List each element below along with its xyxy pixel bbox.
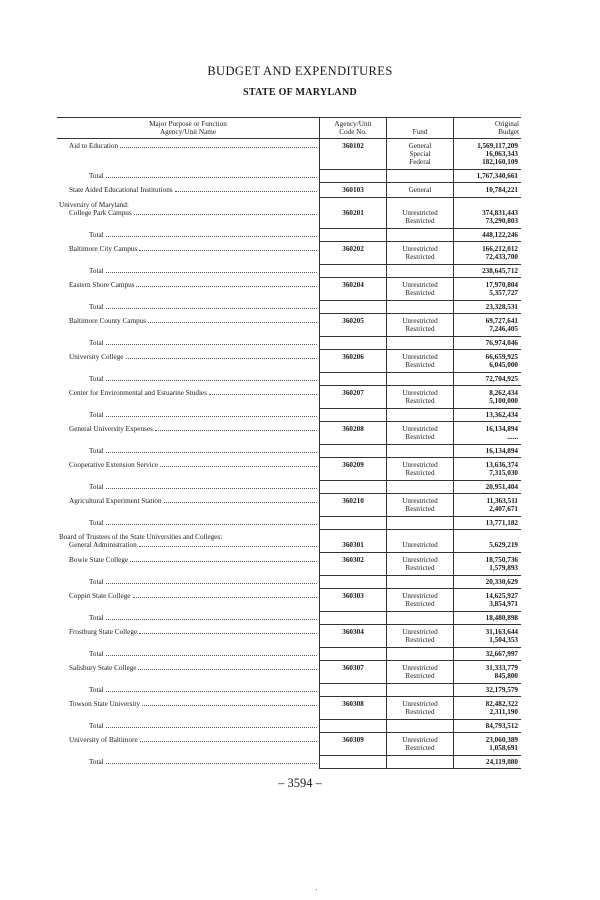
agency-name-leader <box>59 592 317 600</box>
fund-type: Restricted <box>405 672 435 680</box>
fund-type: Restricted <box>405 708 435 716</box>
total-row <box>57 373 521 386</box>
fund-type: Restricted <box>405 505 435 513</box>
dot-leader <box>209 394 317 395</box>
agency-name-leader <box>59 209 317 217</box>
agency-name-leader <box>59 317 317 325</box>
fund-type: Federal <box>409 158 431 166</box>
agency-name: Salisbury State College <box>69 663 137 672</box>
agency-name-leader <box>59 664 317 672</box>
budget-amount: ...... <box>507 433 518 441</box>
total-row <box>57 517 521 530</box>
agency-name: University College <box>69 352 124 361</box>
table-row <box>57 183 521 198</box>
fund-type: Restricted <box>405 397 435 405</box>
total-amount: 448,122,246 <box>482 231 518 239</box>
dot-leader <box>106 691 317 692</box>
total-row <box>57 229 521 242</box>
agency-code: 360103 <box>342 186 364 194</box>
agency-name-leader <box>59 628 317 636</box>
total-label: Total <box>89 266 104 275</box>
dot-leader <box>106 583 317 584</box>
table-row <box>57 625 521 648</box>
budget-amount: 14,625,927 <box>485 592 518 600</box>
fund-type: Restricted <box>405 361 435 369</box>
total-label: Total <box>89 577 104 586</box>
dot-leader <box>164 502 317 503</box>
total-row <box>57 720 521 733</box>
budget-amount: 10,784,221 <box>485 186 518 194</box>
dot-leader <box>138 669 317 670</box>
agency-code: 360209 <box>342 461 364 469</box>
total-row <box>57 481 521 494</box>
total-amount: 84,793,512 <box>485 722 518 730</box>
agency-code: 360205 <box>342 317 364 325</box>
fund-type: Unrestricted <box>402 592 438 600</box>
total-row <box>57 301 521 314</box>
dot-leader <box>106 380 317 381</box>
budget-amount: 72,433,700 <box>485 253 518 261</box>
total-label: Total <box>89 482 104 491</box>
total-amount: 23,328,531 <box>485 303 518 311</box>
dot-leader <box>139 633 317 634</box>
budget-amount: 17,970,804 <box>485 281 518 289</box>
total-row <box>57 170 521 183</box>
dot-leader <box>106 452 317 453</box>
agency-code: 360210 <box>342 497 364 505</box>
fund-type: Unrestricted <box>402 317 438 325</box>
fund-type: Restricted <box>405 600 435 608</box>
agency-name: Eastern Shore Campus <box>69 280 135 289</box>
fund-type: Unrestricted <box>402 281 438 289</box>
group-heading: Board of Trustees of the State Universities and Colleges: <box>59 532 223 541</box>
dot-leader <box>106 524 317 525</box>
total-row <box>57 648 521 661</box>
table-row <box>57 661 521 684</box>
page-title: BUDGET AND EXPENDITURES <box>207 64 393 78</box>
total-row <box>57 445 521 458</box>
dot-leader <box>126 358 318 359</box>
total-amount: 72,704,925 <box>485 375 518 383</box>
budget-amount: 16,063,343 <box>485 150 518 158</box>
budget-amount: 1,569,117,209 <box>477 142 518 150</box>
total-amount: 76,974,046 <box>485 339 518 347</box>
dot-leader <box>142 705 317 706</box>
agency-name: Aid to Education <box>69 142 119 150</box>
dot-leader <box>106 236 317 237</box>
dot-leader <box>106 308 317 309</box>
total-amount: 20,951,404 <box>485 483 518 491</box>
table-row <box>57 278 521 301</box>
fund-type: Unrestricted <box>402 389 438 397</box>
agency-name: Cooperative Extension Service <box>69 460 159 469</box>
agency-code: 360207 <box>342 389 364 397</box>
total-label: Total <box>89 446 104 455</box>
total-row <box>57 756 521 769</box>
agency-name: Coppin State College <box>69 591 131 600</box>
total-label: Total <box>89 171 104 180</box>
fund-type: Restricted <box>405 253 435 261</box>
fund-type: Unrestricted <box>402 209 438 217</box>
budget-amount: 6,045,000 <box>489 361 518 369</box>
table-row <box>57 242 521 265</box>
fund-type: General <box>408 186 432 194</box>
budget-amount: 23,060,389 <box>485 736 518 744</box>
dot-leader <box>106 272 317 273</box>
total-row <box>57 337 521 350</box>
table-row <box>57 553 521 576</box>
table-row <box>57 139 521 170</box>
agency-code: 360301 <box>342 541 364 549</box>
fund-type: Unrestricted <box>402 245 438 253</box>
agency-name-leader <box>59 556 317 564</box>
budget-amount: 7,315,030 <box>489 469 518 477</box>
fund-type: Unrestricted <box>402 461 438 469</box>
fund-type: Unrestricted <box>402 425 438 433</box>
agency-name-leader <box>59 142 317 150</box>
agency-code: 360303 <box>342 592 364 600</box>
budget-amount: 5,357,727 <box>489 289 518 297</box>
dot-leader <box>120 147 317 148</box>
agency-name-leader <box>59 389 317 397</box>
fund-type: Restricted <box>405 636 435 644</box>
table-row <box>57 458 521 481</box>
budget-amount: 66,659,925 <box>485 353 518 361</box>
total-label: Total <box>89 649 104 658</box>
agency-code: 360208 <box>342 425 364 433</box>
budget-amount: 5,629,219 <box>489 541 518 549</box>
budget-amount: 2,407,671 <box>489 505 518 513</box>
agency-name: Baltimore City Campus <box>69 244 138 253</box>
agency-code: 360204 <box>342 281 364 289</box>
budget-amount: 69,727,641 <box>485 317 518 325</box>
budget-amount: 31,163,644 <box>485 628 518 636</box>
agency-name: University of Baltimore <box>69 735 138 744</box>
agency-name: Towson State University <box>69 699 140 708</box>
total-amount: 238,645,712 <box>482 267 518 275</box>
agency-name-leader <box>59 541 317 549</box>
fund-type: Unrestricted <box>402 497 438 505</box>
dot-leader <box>106 416 317 417</box>
total-amount: 1,767,340,661 <box>476 172 518 180</box>
total-label: Total <box>89 518 104 527</box>
agency-code: 360206 <box>342 353 364 361</box>
fund-type: Unrestricted <box>402 353 438 361</box>
dot-leader <box>106 619 317 620</box>
agency-name-leader <box>59 353 317 361</box>
dot-leader <box>139 250 317 251</box>
fund-type: Restricted <box>405 469 435 477</box>
budget-amount: 1,504,353 <box>489 636 518 644</box>
column-header-name: Major Purpose or Function Agency/Unit Name <box>57 118 320 139</box>
table-row <box>57 733 521 756</box>
agency-name: Center for Environmental and Estuarine Studies <box>69 388 207 397</box>
fund-type: Unrestricted <box>402 541 438 549</box>
fund-type: Unrestricted <box>402 628 438 636</box>
agency-name: State Aided Educational Institutions <box>69 185 173 194</box>
table-header-row <box>57 118 521 139</box>
budget-amount: 3,854,971 <box>489 600 518 608</box>
total-label: Total <box>89 338 104 347</box>
budget-amount: 31,333,779 <box>485 664 518 672</box>
table-row <box>57 350 521 373</box>
agency-name: Frostburg State College <box>69 627 138 636</box>
agency-code: 360102 <box>342 142 364 150</box>
agency-name-leader <box>59 700 317 708</box>
budget-amount: 13,636,374 <box>485 461 518 469</box>
column-header-fund: Fund <box>387 118 454 139</box>
fund-type: Restricted <box>405 744 435 752</box>
fund-type: Unrestricted <box>402 556 438 564</box>
total-amount: 13,771,182 <box>485 519 518 527</box>
dot-leader <box>136 286 317 287</box>
total-row <box>57 684 521 697</box>
table-row <box>57 530 521 553</box>
dot-leader <box>139 546 317 547</box>
table-body <box>57 139 521 769</box>
budget-amount: 374,831,443 <box>482 209 518 217</box>
agency-name: General University Expenses <box>69 424 153 433</box>
agency-name-leader <box>59 736 317 744</box>
total-amount: 18,480,898 <box>485 614 518 622</box>
dot-leader <box>155 430 317 431</box>
budget-amount: 182,160,109 <box>482 158 518 166</box>
fund-type: Restricted <box>405 325 435 333</box>
total-label: Total <box>89 230 104 239</box>
budget-amount: 5,100,000 <box>489 397 518 405</box>
table-row <box>57 314 521 337</box>
dot-leader <box>106 763 317 764</box>
total-label: Total <box>89 410 104 419</box>
total-amount: 32,179,579 <box>485 686 518 694</box>
total-label: Total <box>89 302 104 311</box>
agency-code: 360307 <box>342 664 364 672</box>
budget-amount: 1,579,893 <box>489 564 518 572</box>
total-label: Total <box>89 721 104 730</box>
table-row <box>57 589 521 612</box>
agency-name: General Administration <box>69 540 137 549</box>
total-amount: 24,119,080 <box>486 758 518 766</box>
fund-type: General <box>408 142 432 150</box>
dot-leader <box>148 322 317 323</box>
fund-type: Restricted <box>405 564 435 572</box>
agency-code: 360202 <box>342 245 364 253</box>
total-row <box>57 409 521 422</box>
budget-amount: 845,800 <box>494 672 518 680</box>
agency-code: 360309 <box>342 736 364 744</box>
fund-type: Unrestricted <box>402 700 438 708</box>
dot-leader <box>160 466 317 467</box>
table-row <box>57 494 521 517</box>
total-amount: 20,330,629 <box>485 578 518 586</box>
dot-leader <box>175 191 317 192</box>
dot-leader <box>134 214 317 215</box>
total-amount: 32,667,997 <box>485 650 518 658</box>
agency-code: 360304 <box>342 628 364 636</box>
dot-leader <box>106 344 317 345</box>
total-amount: 13,362,434 <box>485 411 518 419</box>
fund-type: Restricted <box>405 289 435 297</box>
total-label: Total <box>89 374 104 383</box>
total-label: Total <box>89 757 104 766</box>
agency-name-leader <box>59 186 317 194</box>
table-row <box>57 198 521 229</box>
agency-name: College Park Campus <box>69 208 132 217</box>
agency-name: Baltimore County Campus <box>69 316 147 325</box>
agency-name-leader <box>59 425 317 433</box>
agency-code: 360302 <box>342 556 364 564</box>
agency-name-leader <box>59 281 317 289</box>
fund-type: Unrestricted <box>402 736 438 744</box>
dot-leader <box>133 597 318 598</box>
agency-code: 360201 <box>342 209 364 217</box>
agency-name: Bowie State College <box>69 555 129 564</box>
group-heading: University of Maryland: <box>59 200 129 209</box>
budget-amount: 16,134,894 <box>485 425 518 433</box>
dot-leader <box>106 177 317 178</box>
budget-amount: 82,482,322 <box>485 700 518 708</box>
agency-name-leader <box>59 245 317 253</box>
fund-type: Restricted <box>405 217 435 225</box>
column-header-code: Agency/Unit Code No. <box>320 118 387 139</box>
column-header-budget: Original Budget <box>454 118 522 139</box>
total-row <box>57 265 521 278</box>
budget-amount: 18,750,736 <box>485 556 518 564</box>
agency-name-leader <box>59 461 317 469</box>
table-row <box>57 386 521 409</box>
scan-artifact-dot <box>316 889 317 890</box>
table-row <box>57 422 521 445</box>
dot-leader <box>130 561 317 562</box>
budget-table <box>57 117 521 769</box>
table-row <box>57 697 521 720</box>
dot-leader <box>106 727 317 728</box>
page-subtitle: STATE OF MARYLAND <box>242 87 357 98</box>
total-row <box>57 612 521 625</box>
dot-leader <box>140 741 317 742</box>
total-label: Total <box>89 685 104 694</box>
budget-amount: 7,246,405 <box>489 325 518 333</box>
budget-amount: 1,058,691 <box>489 744 518 752</box>
budget-amount: 2,311,190 <box>489 708 518 716</box>
budget-amount: 11,363,511 <box>486 497 518 505</box>
budget-amount: 166,212,012 <box>482 245 518 253</box>
fund-type: Unrestricted <box>402 664 438 672</box>
agency-name-leader <box>59 497 317 505</box>
total-amount: 16,134,894 <box>485 447 518 455</box>
dot-leader <box>106 488 317 489</box>
dot-leader <box>106 655 317 656</box>
budget-amount: 73,290,803 <box>485 217 518 225</box>
total-label: Total <box>89 613 104 622</box>
total-row <box>57 576 521 589</box>
page-number: – 3594 – <box>278 776 322 790</box>
fund-type: Restricted <box>405 433 435 441</box>
agency-code: 360308 <box>342 700 364 708</box>
budget-amount: 8,262,434 <box>489 389 518 397</box>
fund-type: Special <box>409 150 431 158</box>
agency-name: Agricultural Experiment Station <box>69 496 162 505</box>
